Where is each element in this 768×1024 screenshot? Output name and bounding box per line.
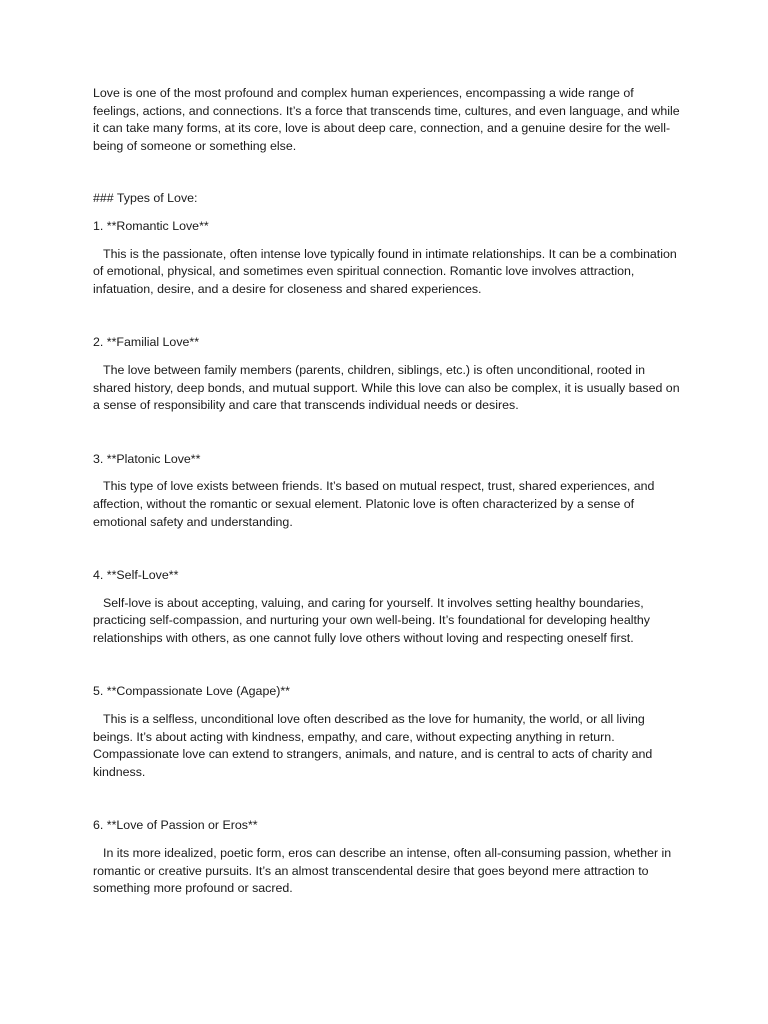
section-body-self-love: Self-love is about accepting, valuing, and caring for yourself. It involves setting healthy boundaries, practicing self-compassion, and nurturing your own well-being. It’s foundational for developing healthy relationships with others, as one cannot fully love others without loving and respecting oneself first. xyxy=(93,595,650,645)
section-title-eros: 6. **Love of Passion or Eros** xyxy=(93,818,258,833)
section-title-platonic: 3. **Platonic Love** xyxy=(93,451,201,466)
section-body-eros: In its more idealized, poetic form, eros can describe an intense, often all-consuming passion, whether in romantic or creative pursuits. It’s an almost transcendental desire that goes beyond mere attraction to something more profound or sacred. xyxy=(93,846,672,896)
section-title-compassionate: 5. **Compassionate Love (Agape)** xyxy=(93,684,290,699)
section-body-compassionate: This is a selfless, unconditional love often described as the love for humanity, the world, or all living beings. It’s about acting with kindness, empathy, and care, without expecting anything in return. Compassionate love can extend to strangers, animals, and nature, and is central to acts of charity and kindness. xyxy=(93,712,653,779)
section-title-familial: 2. **Familial Love** xyxy=(93,335,200,350)
section-body-romantic: This is the passionate, often intense love typically found in intimate relationships. It can be a combination of emotional, physical, and sometimes even spiritual connection. Romantic love involves attraction, infatuation, desire, and a desire for closeness and shared experiences. xyxy=(93,246,677,296)
intro-paragraph: Love is one of the most profound and complex human experiences, encompassing a wide range of feelings, actions, and connections. It’s a force that transcends time, cultures, and even language, and while it can take many forms, at its core, love is about deep care, connection, and a genuine desire for the well-being of someone or something else. xyxy=(93,86,680,153)
section-body-familial: The love between family members (parents, children, siblings, etc.) is often unconditional, rooted in shared history, deep bonds, and mutual support. While this love can also be complex, it is usually based on a sense of responsibility and care that transcends individual needs or desires. xyxy=(93,362,680,413)
section-body-platonic: This type of love exists between friends. It’s based on mutual respect, trust, shared experiences, and affection, without the romantic or sexual element. Platonic love is often characterized by a sense of emotional safety and understanding. xyxy=(93,479,655,529)
section-title-self-love: 4. **Self-Love** xyxy=(93,568,179,583)
document-page xyxy=(93,85,683,898)
section-title-romantic: 1. **Romantic Love** xyxy=(93,218,209,233)
types-heading: ### Types of Love: xyxy=(93,191,198,206)
